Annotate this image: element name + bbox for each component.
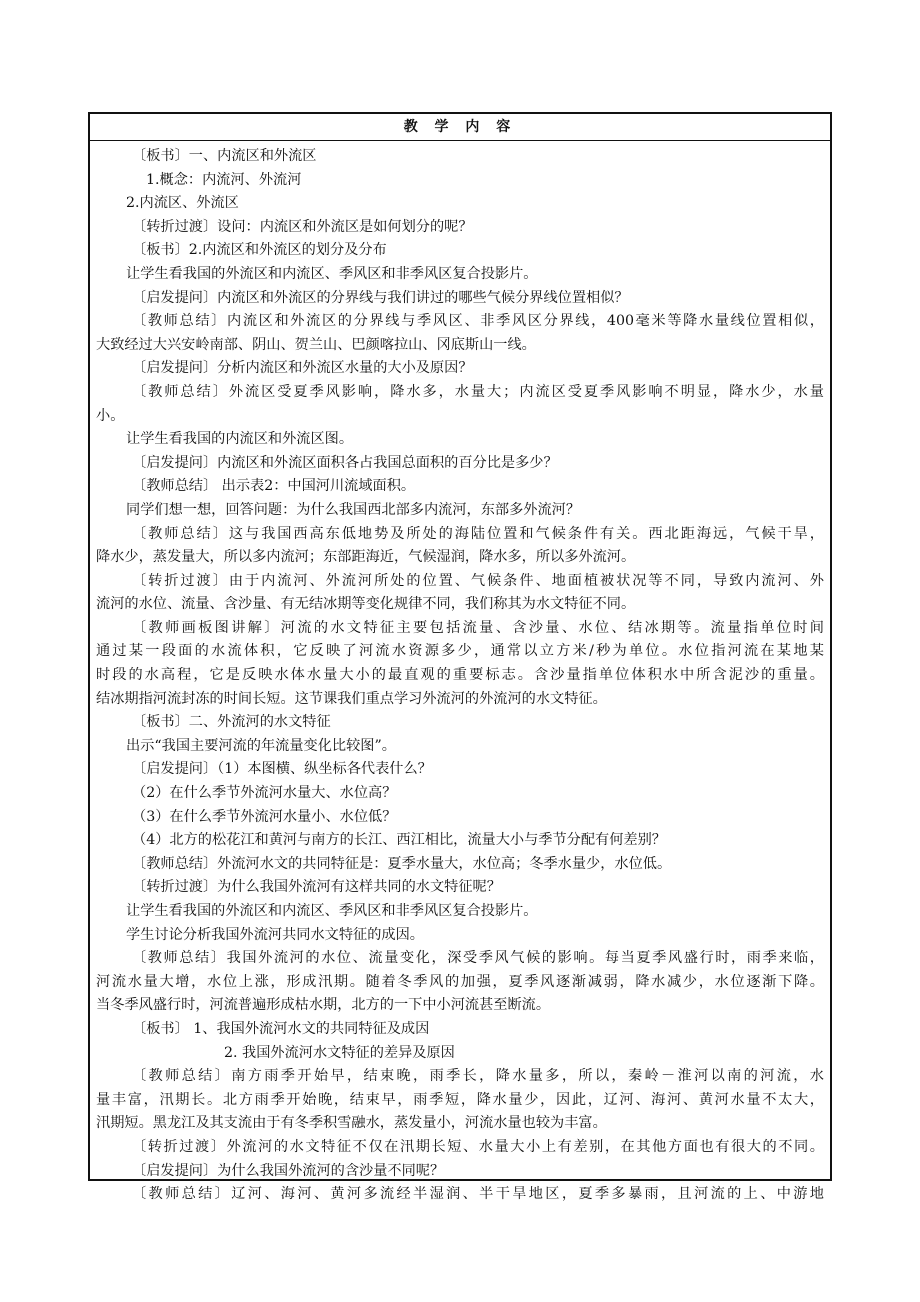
text-line: 〔教师总结〕我国外流河的水位、流量变化，深受季风气候的影响。每当夏季风盛行时，雨季来临， (132, 950, 824, 967)
text-line: 〔启发提问〕内流区和外流区面积各占我国总面积的百分比是多少？ (132, 454, 558, 471)
text-line: 〔教师总结〕外流河水文的共同特征是：夏季水量大，水位高；冬季水量少，水位低。 (132, 855, 672, 872)
text-line: 〔启发提问〕内流区和外流区的分界线与我们讲过的哪些气候分界线位置相似？ (132, 289, 629, 306)
text-line: 结冰期指河流封冻的时间长短。这节课我们重点学习外流河的外流河的水文特征。 (96, 690, 607, 707)
text-line: 〔转折过渡〕为什么我国外流河有这样共同的水文特征呢？ (132, 879, 501, 896)
text-line: 量丰富，汛期长。北方雨季开始晚，结束早，雨季短，降水量少，因此，辽河、海河、黄河水量不太大， (96, 1091, 824, 1108)
text-line: 〔教师画板图讲解〕河流的水文特征主要包括流量、含沙量、水位、结冰期等。流量指单位时间 (132, 619, 824, 636)
text-line: （3）在什么季节外流河水量小、水位低？ (132, 808, 397, 825)
text-line: 〔启发提问〕为什么我国外流河的含沙量不同呢？ (132, 1162, 445, 1179)
text-line: 〔教师总结〕南方雨季开始早，结束晚，雨季长，降水量多，所以，秦岭－淮河以南的河流，水 (132, 1068, 824, 1085)
text-line: 〔教师总结〕内流区和外流区的分界线与季风区、非季风区分界线，400毫米等降水量线位置相似， (132, 313, 824, 330)
text-line: 2. 我国外流河水文特征的差异及原因 (224, 1044, 455, 1061)
text-line: 〔教师总结〕外流区受夏季风影响，降水多，水量大；内流区受夏季风影响不明显，降水少，水量 (132, 383, 824, 400)
text-line: 小。 (96, 407, 125, 424)
lesson-body (90, 141, 830, 1207)
text-line: 〔教师总结〕辽河、海河、黄河多流经半湿润、半干旱地区，夏季多暴雨，且河流的上、中游地 (132, 1186, 824, 1203)
text-line: 〔板书〕 1、我国外流河水文的共同特征及成因 (132, 1020, 430, 1037)
lesson-content-table (88, 112, 832, 1203)
table-header: 教 学 内 容 (90, 114, 830, 141)
text-line: （2）在什么季节外流河水量大、水位高？ (132, 785, 397, 802)
text-line: 1.概念：内流河、外流河 (146, 171, 302, 188)
text-line: 大致经过大兴安岭南部、阴山、贺兰山、巴颜喀拉山、冈底斯山一线。 (96, 336, 536, 353)
text-line: 〔板书〕一、内流区和外流区 (132, 148, 317, 164)
text-line: 时段的水高程，它是反映水体水量大小的最直观的重要标志。含沙量指单位体积水中所含泥沙的重量。 (96, 667, 824, 684)
text-line: 2.内流区、外流区 (126, 195, 239, 212)
text-line: 让学生看我国的内流区和外流区图。 (126, 431, 354, 448)
text-line: 〔启发提问〕（1）本图横、纵坐标各代表什么？ (132, 761, 432, 778)
text-line: 〔教师总结〕这与我国西高东低地势及所处的海陆位置和气候条件有关。西北距海远，气候干旱， (132, 525, 824, 542)
text-line: 〔转折过渡〕设问：内流区和外流区是如何划分的呢？ (132, 218, 473, 235)
text-line: 出示“我国主要河流的年流量变化比较图”。 (126, 737, 396, 754)
text-line: 流河的水位、流量、含沙量、有无结冰期等变化规律不同，我们称其为水文特征不同。 (96, 596, 636, 613)
text-line: 学生讨论分析我国外流河共同水文特征的成因。 (126, 926, 424, 943)
text-line: 当冬季风盛行时，河流普遍形成枯水期，北方的一下中小河流甚至断流。 (96, 997, 551, 1014)
text-line: 〔板书〕二、外流河的水文特征 (132, 714, 331, 731)
text-line: 河流水量大增，水位上涨，形成汛期。随着冬季风的加强，夏季风逐渐减弱，降水减少，水位逐渐下降。 (96, 973, 824, 990)
text-line: 让学生看我国的外流区和内流区、季风区和非季风区复合投影片。 (126, 903, 538, 919)
text-line: 〔转折过渡〕由于内流河、外流河所处的位置、气候条件、地面植被状况等不同，导致内流河、外 (132, 572, 824, 589)
text-line: 〔教师总结〕 出示表2：中国河川流域面积。 (132, 478, 416, 495)
text-line: 让学生看我国的外流区和内流区、季风区和非季风区复合投影片。 (126, 265, 538, 282)
text-line: 〔启发提问〕分析内流区和外流区水量的大小及原因？ (132, 360, 473, 377)
text-line: 汛期短。黑龙江及其支流由于有冬季积雪融水，蒸发量小，河流水量也较为丰富。 (96, 1115, 607, 1132)
text-line: 通过某一段面的水流体积，它反映了河流水资源多少，通常以立方米/秒为单位。水位指河流在某地某 (96, 643, 824, 660)
text-line: 〔板书〕2.内流区和外流区的划分及分布 (132, 242, 387, 259)
text-line: （4）北方的松花江和黄河与南方的长江、西江相比，流量大小与季节分配有何差别？ (132, 832, 666, 849)
text-line: 同学们想一想，回答问题：为什么我国西北部多内流河，东部多外流河？ (126, 501, 581, 518)
text-line: 〔转折过渡〕外流河的水文特征不仅在汛期长短、水量大小上有差别，在其他方面也有很大的不同。 (132, 1138, 824, 1155)
text-line: 降水少，蒸发量大，所以多内流河；东部距海近，气候湿润，降水多，所以多外流河。 (96, 549, 636, 566)
